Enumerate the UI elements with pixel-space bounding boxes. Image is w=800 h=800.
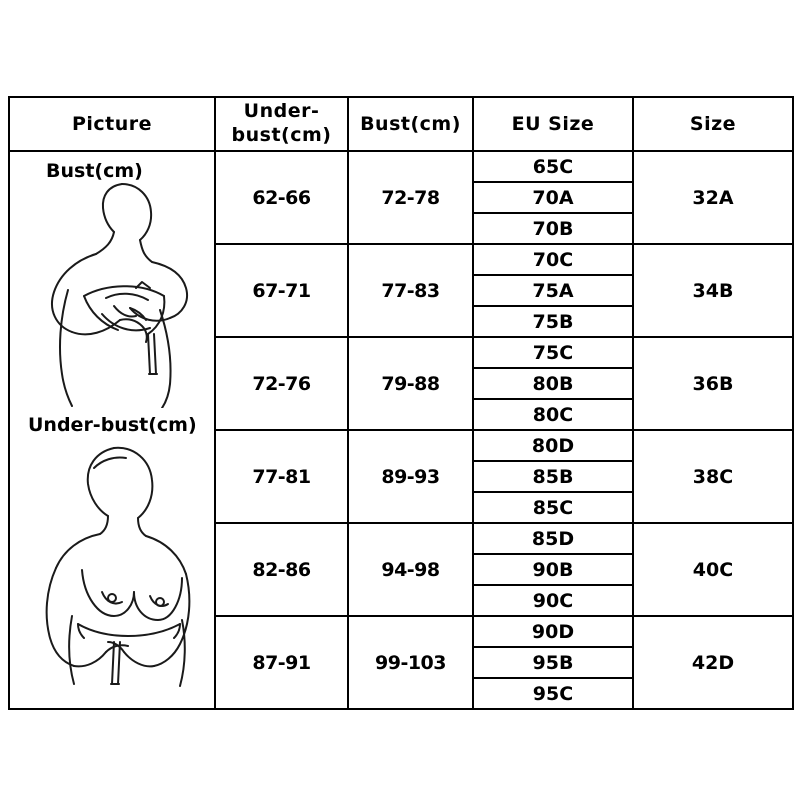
size-value: 36B bbox=[633, 337, 793, 430]
eu-size-value: 90B bbox=[473, 554, 633, 585]
bust-value: 79-88 bbox=[348, 337, 473, 430]
header-picture: Picture bbox=[9, 97, 215, 151]
size-value: 40C bbox=[633, 523, 793, 616]
eu-size-value: 90D bbox=[473, 616, 633, 647]
eu-size-value: 90C bbox=[473, 585, 633, 616]
picture-label-under-bust: Under-bust(cm) bbox=[28, 414, 197, 436]
under-bust-value: 62-66 bbox=[215, 151, 348, 244]
under-bust-value: 72-76 bbox=[215, 337, 348, 430]
eu-size-value: 85C bbox=[473, 492, 633, 523]
eu-size-value: 95C bbox=[473, 678, 633, 709]
header-under-bust: Under-bust(cm) bbox=[215, 97, 348, 151]
table-row bbox=[9, 151, 793, 182]
eu-size-value: 75C bbox=[473, 337, 633, 368]
eu-size-value: 85B bbox=[473, 461, 633, 492]
bust-value: 89-93 bbox=[348, 430, 473, 523]
eu-size-value: 80B bbox=[473, 368, 633, 399]
header-bust: Bust(cm) bbox=[348, 97, 473, 151]
eu-size-value: 80D bbox=[473, 430, 633, 461]
bust-value: 99-103 bbox=[348, 616, 473, 709]
size-value: 38C bbox=[633, 430, 793, 523]
picture-label-bust: Bust(cm) bbox=[46, 160, 143, 182]
size-value: 32A bbox=[633, 151, 793, 244]
woman-measuring-under-bust-illustration bbox=[10, 440, 216, 690]
size-chart-table bbox=[8, 96, 794, 710]
eu-size-value: 70B bbox=[473, 213, 633, 244]
eu-size-value: 85D bbox=[473, 523, 633, 554]
woman-measuring-bust-illustration bbox=[10, 178, 216, 408]
under-bust-value: 82-86 bbox=[215, 523, 348, 616]
table-header-row bbox=[9, 97, 793, 151]
size-value: 34B bbox=[633, 244, 793, 337]
eu-size-value: 80C bbox=[473, 399, 633, 430]
under-bust-value: 77-81 bbox=[215, 430, 348, 523]
bust-value: 77-83 bbox=[348, 244, 473, 337]
eu-size-value: 75B bbox=[473, 306, 633, 337]
size-value: 42D bbox=[633, 616, 793, 709]
header-size: Size bbox=[633, 97, 793, 151]
bust-value: 72-78 bbox=[348, 151, 473, 244]
size-chart-table-wrapper bbox=[8, 96, 792, 705]
bust-value: 94-98 bbox=[348, 523, 473, 616]
eu-size-value: 75A bbox=[473, 275, 633, 306]
eu-size-value: 70A bbox=[473, 182, 633, 213]
eu-size-value: 70C bbox=[473, 244, 633, 275]
under-bust-value: 67-71 bbox=[215, 244, 348, 337]
eu-size-value: 95B bbox=[473, 647, 633, 678]
under-bust-value: 87-91 bbox=[215, 616, 348, 709]
eu-size-value: 65C bbox=[473, 151, 633, 182]
picture-cell bbox=[9, 151, 215, 709]
header-eu-size: EU Size bbox=[473, 97, 633, 151]
